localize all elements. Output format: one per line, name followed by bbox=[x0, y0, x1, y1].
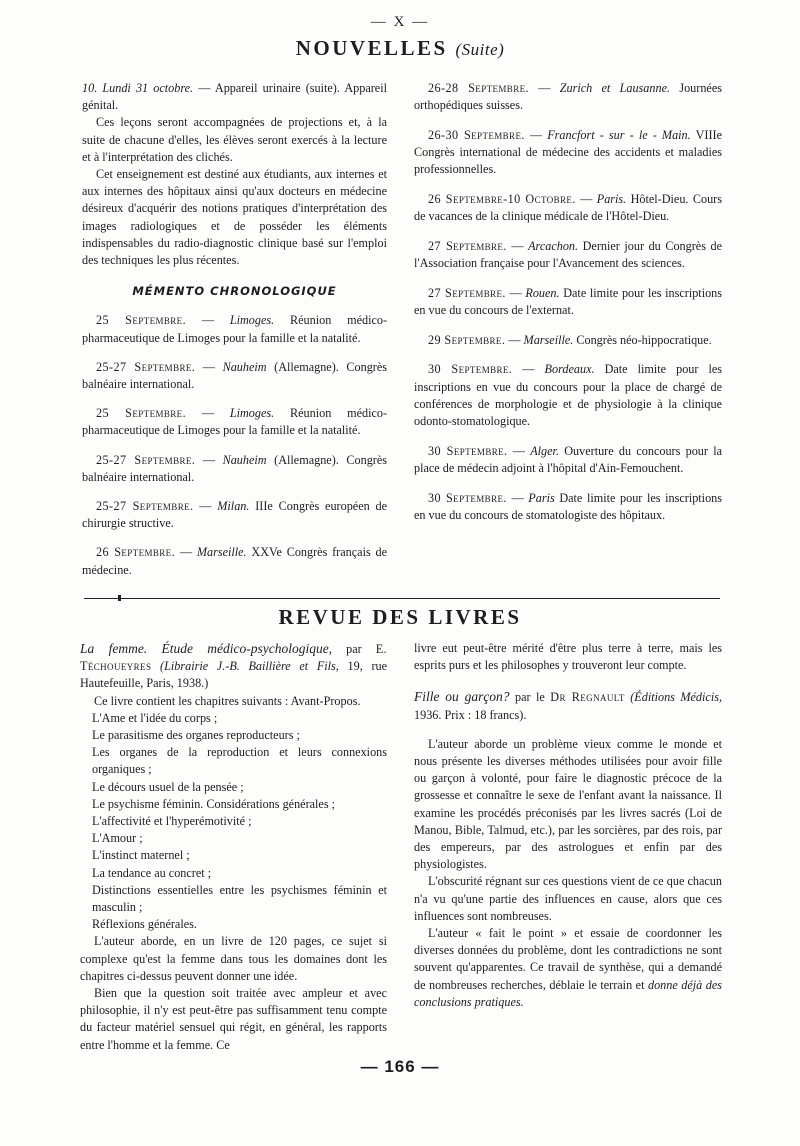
memento-place: Milan. bbox=[217, 499, 250, 514]
memento-text: Réunion médico-pharmaceutique de Limoges pour la famille et la natalité. bbox=[82, 313, 388, 345]
memento-entry bbox=[414, 238, 722, 272]
memento-separator: — bbox=[512, 362, 545, 377]
right-column-bottom bbox=[414, 640, 722, 1011]
memento-date: 27 Septembre. bbox=[428, 285, 506, 300]
memento-separator: — bbox=[506, 238, 529, 253]
section-title bbox=[0, 36, 800, 60]
memento-separator: — bbox=[505, 332, 524, 347]
memento-text: Date limite pour les inscriptions en vue du concours de stomatologiste des hôpitaux. bbox=[414, 490, 723, 522]
memento-date: 25-27 Septembre. bbox=[96, 359, 196, 374]
book2-paragraph-2: L'obscurité régnant sur ces questions vient de ce que chacun n'a vu qu'une partie des influences en cause, alors que ces influences sont nombreuses. bbox=[414, 874, 722, 923]
memento-text: VIIIe Congrès international de médecine des accidents et maladies professionnelles. bbox=[414, 127, 722, 177]
memento-place: Nauheim bbox=[222, 452, 267, 467]
chapter-item: Le parasitisme des organes reproducteurs ; bbox=[92, 728, 300, 743]
memento-separator: — bbox=[507, 443, 531, 458]
chapter-item: Réflexions générales. bbox=[92, 917, 197, 932]
memento-date: 26-28 Septembre. bbox=[428, 81, 529, 95]
course-entry-date: 10. Lundi 31 octobre. bbox=[82, 81, 194, 95]
memento-date: 27 Septembre. bbox=[428, 238, 507, 253]
section-title-suffix: (Suite) bbox=[455, 40, 505, 59]
memento-separator: — bbox=[505, 285, 526, 300]
memento-entry bbox=[82, 312, 387, 346]
book2-heading bbox=[414, 688, 722, 723]
memento-separator: — bbox=[186, 406, 230, 421]
memento-text: IIIe Congrès européen de chirurgie structive. bbox=[82, 499, 388, 531]
memento-separator: — bbox=[193, 499, 218, 514]
memento-place: Zurich et Lausanne. bbox=[559, 81, 671, 95]
memento-text: (Allemagne). Congrès balnéaire international. bbox=[82, 452, 387, 484]
memento-place: Francfort - sur - le - Main. bbox=[547, 127, 691, 142]
chapter-item: Les organes de la reproduction et leurs connexions organiques ; bbox=[92, 745, 387, 777]
book2-publisher: (Éditions Médicis, bbox=[624, 690, 722, 705]
book1-heading bbox=[80, 640, 387, 693]
book2-paragraph-3 bbox=[414, 925, 722, 1011]
book1-paragraph-1: L'auteur aborde, en un livre de 120 pages, ce sujet si complexe qu'est la femme dans tous les domaines dont les chapitres ci-dessus peuvent donner une idée. bbox=[80, 934, 387, 983]
memento-date: 25 Septembre. bbox=[96, 406, 187, 421]
memento-place: Arcachon. bbox=[528, 238, 579, 253]
memento-date: 26 Septembre. bbox=[96, 545, 176, 560]
memento-entry bbox=[414, 285, 722, 319]
book2-paragraph-3-main: L'auteur « fait le point » et essaie de coordonner les diverses données du problème, dont les contradictions ne sont souvent qu'apparentes. Ce travail de synthèse, qui a demandé de nombreuses recherches, déblaie le terrain et bbox=[414, 926, 722, 992]
divider-mark bbox=[118, 595, 121, 601]
memento-entry bbox=[414, 443, 722, 477]
memento-text: Ouverture du concours pour la place de médecin adjoint à l'hôpital d'Ain-Femouchent. bbox=[414, 443, 723, 475]
book2-paragraph-3-italic: donne déjà des conclusions pratiques. bbox=[414, 977, 722, 1009]
memento-text: Date limite pour les inscriptions en vue du concours pour la place de chargé de conférences de morphologie et de physiologie à la clinique odonto-stomatologique. bbox=[414, 362, 723, 429]
book1-chapter-list bbox=[80, 710, 387, 934]
memento-separator: — bbox=[175, 545, 197, 560]
chapter-item: Le décours usuel de la pensée ; bbox=[92, 779, 244, 794]
book2-author: Dr Regnault bbox=[550, 690, 625, 705]
book1-author: E. Téchoueyres bbox=[80, 642, 387, 674]
memento-text: Dernier jour du Congrès de l'Association française pour l'Avancement des sciences. bbox=[414, 238, 723, 271]
left-column-top bbox=[82, 80, 387, 591]
right-column-top bbox=[414, 80, 722, 537]
memento-place: Limoges. bbox=[229, 313, 275, 328]
memento-place: Paris bbox=[528, 490, 555, 505]
memento-place: Marseille. bbox=[523, 332, 574, 347]
book2-paragraph-1: L'auteur aborde un problème vieux comme le monde et nous présente les diverses méthodes utilisées pour avoir fille ou garçon à volonté, pour faire le diagnostic précoce de la grossesse et connaître le sexe de l'enfant avant la naissance. Il examine les procédés préconisés par les livres sacrés (Loi de Manou, Bible, Talmud, etc.), par les sorcières, par des rois, par des empereurs, par des astrologues et enfin par des physiologistes. bbox=[414, 736, 722, 872]
memento-entry bbox=[414, 127, 722, 179]
book1-by: par bbox=[332, 642, 376, 656]
memento-right-list bbox=[414, 80, 722, 524]
book1-intro: Ce livre contient les chapitres suivants : Avant-Propos. bbox=[94, 693, 361, 708]
memento-place: Bordeaux. bbox=[544, 362, 595, 377]
memento-separator: — bbox=[195, 452, 223, 467]
memento-text: Congrès néo-hippocratique. bbox=[576, 332, 712, 347]
memento-text: Réunion médico-pharmaceutique de Limoges pour la famille et la natalité. bbox=[82, 406, 388, 438]
memento-date: 29 Septembre. bbox=[428, 332, 506, 347]
memento-text: XXVe Congrès français de médecine. bbox=[82, 545, 388, 577]
memento-date: 25-27 Septembre. bbox=[96, 452, 196, 467]
section-title-text: NOUVELLES bbox=[295, 36, 448, 60]
memento-separator: — bbox=[186, 313, 230, 328]
memento-date: 30 Septembre. bbox=[428, 443, 508, 458]
book1-publisher: (Librairie J.-B. Baillière et Fils, bbox=[151, 659, 339, 674]
memento-entry bbox=[414, 332, 722, 349]
left-column-bottom bbox=[80, 640, 387, 1054]
memento-place: Paris. bbox=[596, 192, 627, 207]
memento-entry bbox=[82, 452, 387, 486]
book2-title: Fille ou garçon? bbox=[414, 689, 510, 705]
memento-date: 30 Septembre. bbox=[428, 490, 507, 505]
memento-entry bbox=[82, 498, 387, 532]
memento-separator: — bbox=[575, 192, 597, 207]
book1-paragraph-2: Bien que la question soit traitée avec ampleur et avec philosophie, il n'y est peut-être pas suffisamment tenu compte du facteur matériel sensuel qui régit, en général, les rapports entre l'homme et la femme. Ce bbox=[80, 986, 387, 1052]
memento-left-list bbox=[82, 312, 387, 578]
memento-entry bbox=[414, 361, 722, 430]
chapter-item: La tendance au concret ; bbox=[92, 865, 212, 880]
course-entry-10 bbox=[82, 80, 387, 114]
chapter-item: L'affectivité et l'hyperémotivité ; bbox=[92, 814, 252, 829]
memento-entry bbox=[82, 359, 387, 393]
chapter-item: Distinctions essentielles entre les psychismes féminin et masculin ; bbox=[92, 882, 387, 915]
memento-place: Marseille. bbox=[196, 545, 247, 560]
memento-separator: — bbox=[524, 127, 548, 142]
book2-by: par le bbox=[509, 690, 551, 705]
book1-title: La femme. Étude médico-psychologique, bbox=[80, 641, 333, 656]
teaching-paragraph: Cet enseignement est destiné aux étudiants, aux internes et aux internes des hôpitaux ainsi qu'aux docteurs en médecine désireux d'acquérir des notions pratiques d'interprétation des images radiologiques et de posséder les éléments indispensables du radio-diagnostic clinique basé sur l'emploi des techniques les plus récentes. bbox=[82, 167, 387, 268]
memento-date: 26-30 Septembre. bbox=[428, 127, 525, 142]
memento-text: (Allemagne). Congrès balnéaire international. bbox=[82, 359, 387, 392]
memento-entry bbox=[82, 544, 387, 578]
book2-details: 1936. Prix : 18 francs). bbox=[414, 707, 527, 722]
memento-date: 25 Septembre. bbox=[96, 313, 187, 328]
chapter-item: Le psychisme féminin. Considérations générales ; bbox=[92, 796, 336, 811]
course-entry-text: — Appareil urinaire (suite). Appareil génital. bbox=[82, 81, 387, 113]
lessons-paragraph: Ces leçons seront accompagnées de projections et, à la suite de chacune d'elles, les élèves seront exercés à la lecture et à l'interprétation des clichés. bbox=[82, 115, 387, 164]
memento-text: Hôtel-Dieu. Cours de vacances de la clinique médicale de l'Hôtel-Dieu. bbox=[414, 192, 722, 224]
page-number: — 166 — bbox=[360, 1057, 440, 1076]
memento-entry bbox=[82, 405, 387, 439]
memento-separator: — bbox=[506, 490, 529, 505]
memento-place: Rouen. bbox=[525, 285, 560, 300]
memento-heading: MÉMENTO CHRONOLOGIQUE bbox=[132, 284, 337, 299]
section-divider bbox=[84, 598, 720, 599]
chapter-item: L'Amour ; bbox=[92, 831, 143, 846]
memento-text: Journées orthopédiques suisses. bbox=[414, 81, 722, 113]
book1-continuation: livre eut peut-être mérité d'être plus terre à terre, mais les esprits purs et les philosophes y trouveront leur compte. bbox=[414, 641, 722, 673]
memento-place: Limoges. bbox=[229, 406, 275, 421]
revue-title: REVUE DES LIVRES bbox=[278, 605, 522, 629]
memento-date: 25-27 Septembre. bbox=[96, 499, 194, 514]
memento-entry bbox=[414, 490, 722, 524]
chapter-item: L'instinct maternel ; bbox=[92, 848, 190, 863]
memento-entry bbox=[414, 191, 722, 225]
memento-place: Alger. bbox=[530, 443, 559, 458]
book1-address: 19, rue Hautefeuille, Paris, 1938.) bbox=[80, 659, 388, 691]
running-head: — X — bbox=[370, 14, 430, 30]
memento-date: 26 Septembre-10 Octobre. bbox=[428, 192, 576, 207]
chapter-item: L'Ame et l'idée du corps ; bbox=[92, 710, 218, 725]
memento-separator: — bbox=[195, 359, 223, 374]
memento-separator: — bbox=[528, 81, 560, 95]
memento-date: 30 Septembre. bbox=[428, 362, 513, 377]
memento-place: Nauheim bbox=[222, 359, 267, 374]
memento-entry bbox=[414, 80, 722, 114]
memento-text: Date limite pour les inscriptions en vue du concours de l'externat. bbox=[414, 285, 723, 318]
